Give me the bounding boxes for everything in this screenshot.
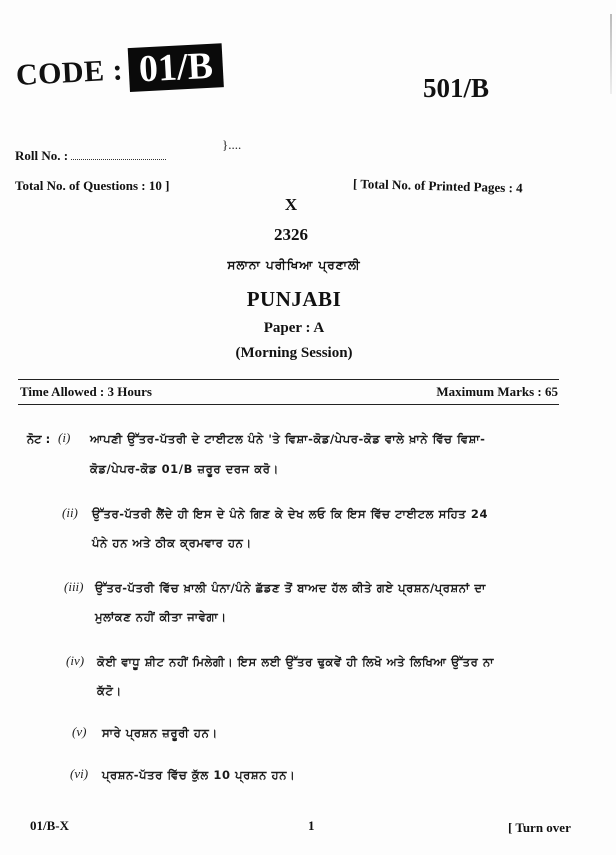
note-text: ਉੱਤਰ-ਪੱਤਰੀ ਵਿੱਚ ਖ਼ਾਲੀ ਪੰਨਾ/ਪੰਨੇ ਛੱਡਣ ਤੋਂ ਬਾਅਦ ਹੱਲ ਕੀਤੇ ਗਏ ਪ੍ਰਸ਼ਨ/ਪ੍ਰਸ਼ਨਾਂ ਦਾ xyxy=(95,581,486,595)
time-allowed: Time Allowed : 3 Hours xyxy=(20,384,152,399)
page-number: 1 xyxy=(308,818,315,833)
session-label: (Morning Session) xyxy=(235,345,353,361)
total-questions: Total No. of Questions : 10 ] xyxy=(15,178,170,193)
note-numeral: (v) xyxy=(72,724,87,739)
note-text: ਕੋਡ/ਪੇਪਰ-ਕੋਡ 01/B ਜ਼ਰੂਰ ਦਰਜ ਕਰੋ। xyxy=(90,462,279,476)
maximum-marks: Maximum Marks : 65 xyxy=(436,384,558,399)
note-numeral: (vi) xyxy=(70,766,89,781)
class-label: X xyxy=(284,195,298,214)
divider-top xyxy=(18,379,559,380)
note-numeral: (iv) xyxy=(66,653,85,668)
note-label: ਨੋਟ : xyxy=(27,432,51,446)
exam-code: 2326 xyxy=(274,225,308,244)
page-edge-shadow xyxy=(610,14,612,94)
note-numeral: (iii) xyxy=(64,579,84,594)
note-numeral: (ii) xyxy=(62,505,78,520)
note-text: ਕੋਈ ਵਾਧੂ ਸ਼ੀਟ ਨਹੀਂ ਮਿਲੇਗੀ। ਇਸ ਲਈ ਉੱਤਰ ਢੁਕਵੇਂ ਹੀ ਲਿਖੋ ਅਤੇ ਲਿਖਿਆ ਉੱਤਰ ਨਾ xyxy=(97,655,495,669)
footer-paper-code: 01/B-X xyxy=(30,818,69,833)
code-block xyxy=(15,43,224,98)
series-code: 501/B xyxy=(423,73,490,103)
divider-bottom xyxy=(18,404,559,405)
roll-number-field xyxy=(15,148,166,164)
note-text: ਪੰਨੇ ਹਨ ਅਤੇ ਠੀਕ ਕ੍ਰਮਵਾਰ ਹਨ। xyxy=(92,536,252,550)
note-text: ਕੱਟੋ। xyxy=(97,684,122,698)
paper-label: Paper : A xyxy=(263,320,325,336)
total-printed-pages: [ Total No. of Printed Pages : 4 xyxy=(352,176,523,196)
turn-over-label: [ Turn over xyxy=(508,820,571,835)
code-value-badge: 01/B xyxy=(128,43,224,92)
note-text: ਪ੍ਰਸ਼ਨ-ਪੱਤਰ ਵਿੱਚ ਕੁੱਲ 10 ਪ੍ਰਸ਼ਨ ਹਨ। xyxy=(102,768,296,782)
handwritten-mark: }.... xyxy=(222,137,242,152)
roll-number-label: Roll No. : xyxy=(15,148,69,163)
note-text: ਮੁਲਾਂਕਣ ਨਹੀਂ ਕੀਤਾ ਜਾਵੇਗਾ। xyxy=(95,610,227,624)
note-text: ਆਪਣੀ ਉੱਤਰ-ਪੱਤਰੀ ਦੇ ਟਾਈਟਲ ਪੰਨੇ 'ਤੇ ਵਿਸ਼ਾ-ਕੋਡ/ਪੇਪਰ-ਕੋਡ ਵਾਲੇ ਖ਼ਾਨੇ ਵਿੱਚ ਵਿਸ਼ਾ- xyxy=(90,432,486,446)
note-text: ਸਾਰੇ ਪ੍ਰਸ਼ਨ ਜ਼ਰੂਰੀ ਹਨ। xyxy=(102,726,218,740)
note-text: ਉੱਤਰ-ਪੱਤਰੀ ਲੈਂਦੇ ਹੀ ਇਸ ਦੇ ਪੰਨੇ ਗਿਣ ਕੇ ਦੇਖ ਲਓ ਕਿ ਇਸ ਵਿੱਚ ਟਾਈਟਲ ਸਹਿਤ 24 xyxy=(92,507,489,521)
code-label: CODE : xyxy=(15,53,124,92)
note-numeral: (i) xyxy=(58,430,71,445)
exam-system-title: ਸਲਾਨਾ ਪਰੀਖਿਆ ਪ੍ਰਣਾਲੀ xyxy=(227,258,361,272)
subject-title: PUNJABI xyxy=(246,287,342,311)
roll-number-blank xyxy=(71,159,166,160)
